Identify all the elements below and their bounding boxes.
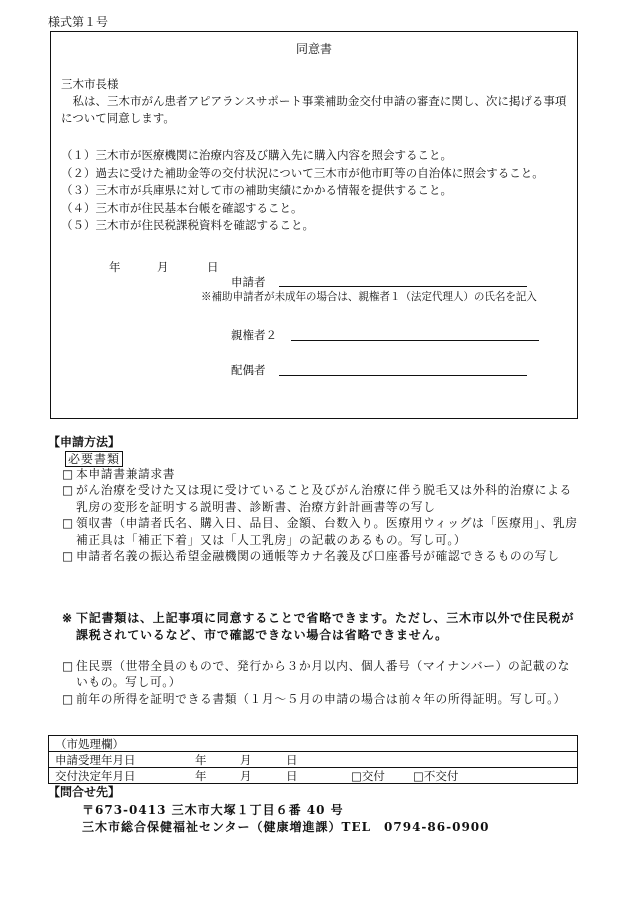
- consent-item: （５）三木市が住民税課税資料を確認すること。: [61, 218, 314, 232]
- decided-label: 交付決定年月日: [55, 768, 136, 783]
- contact-heading: 【問合せ先】: [48, 785, 121, 799]
- checkbox-icon[interactable]: □: [62, 483, 74, 498]
- required-docs-label: 必要書類: [65, 451, 123, 467]
- consent-title: 同意書: [295, 42, 332, 56]
- consent-form-box: [50, 31, 578, 419]
- date-year-label: 年: [109, 260, 121, 274]
- received-row: [49, 752, 578, 768]
- contact-address: 〒673-0413 三木市大塚１丁目６番 40 号: [82, 803, 344, 817]
- day-label: 日: [286, 752, 298, 767]
- year-label: 年: [195, 752, 207, 767]
- no-grant-checkbox[interactable]: □不交付: [413, 768, 459, 783]
- doc-item: [62, 691, 582, 707]
- form-number: 様式第１号: [48, 15, 109, 29]
- applicant-label: 申請者: [231, 275, 266, 289]
- doc-item-text: がん治療を受けた又は現に受けていること及びがん治療に伴う脱毛又は外科的治療による乳房の変形を証明する説明書、診断書、治療方針計画書等の写し: [76, 483, 572, 514]
- doc-item-text: 住民票（世帯全員のもので、発行から３か月以内、個人番号（マイナンバー）の記載のないもの。写し可。）: [76, 659, 570, 690]
- consent-intro: 私は、三木市がん患者アピアランスサポート事業補助金交付申請の審査に関し、次に掲げる事項について同意します。: [61, 94, 567, 125]
- consent-item: （１）三木市が医療機関に治療内容及び購入先に購入内容を照会すること。: [61, 148, 452, 162]
- consent-item: （３）三木市が兵庫県に対して市の補助実績にかかる情報を提供すること。: [61, 183, 452, 197]
- month-label: 月: [240, 768, 252, 783]
- checkbox-icon[interactable]: □: [62, 659, 74, 673]
- doc-item: [62, 515, 582, 548]
- doc-item-text: 前年の所得を証明できる書類（１月～５月の申請の場合は前々年の所得証明。写し可。）: [76, 691, 566, 706]
- doc-item-text: 領収書（申請者氏名、購入日、品目、金額、台数入り。医療用ウィッグは「医療用」、乳房補正具は「補正下着」又は「人工乳房」の記載のあるもの。写し可。）: [76, 516, 578, 547]
- consent-item: （４）三木市が住民基本台帳を確認すること。: [61, 200, 303, 215]
- applicant-signature-line[interactable]: [279, 286, 527, 287]
- spouse-signature-line[interactable]: [279, 375, 527, 376]
- year-label: 年: [195, 768, 207, 783]
- contact-office: 三木市総合保健福祉センター（健康増進課）TEL 0794-86-0900: [82, 820, 490, 834]
- doc-item: [62, 466, 582, 482]
- doc-item-text: 申請者名義の振込希望金融機関の通帳等カナ名義及び口座番号が確認できるものの写し: [76, 549, 560, 564]
- required-docs-list: [62, 466, 582, 564]
- received-label: 申請受理年月日: [55, 752, 136, 767]
- checkbox-icon[interactable]: □: [62, 691, 74, 706]
- doc-item: [62, 658, 582, 691]
- minor-note: ※補助申請者が未成年の場合は、親権者１（法定代理人）の氏名を記入: [201, 291, 537, 303]
- omission-note: [62, 610, 582, 644]
- optional-docs-list: [62, 658, 582, 707]
- decided-row: [49, 768, 578, 784]
- day-label: 日: [286, 768, 298, 783]
- guardian2-label: 親権者２: [231, 328, 277, 342]
- consent-items-list: [61, 147, 544, 235]
- checkbox-icon[interactable]: □: [62, 467, 74, 481]
- doc-item: [62, 548, 582, 564]
- omission-note-text: 下記書類は、上記事項に同意することで省略できます。ただし、三木市以外で住民税が課税されているなど、市で確認できない場合は省略できません。: [76, 611, 575, 642]
- application-heading: 【申請方法】: [48, 435, 121, 449]
- checkbox-icon[interactable]: □: [62, 516, 74, 531]
- office-use-header: （市処理欄）: [49, 736, 578, 752]
- date-day-label: 日: [207, 260, 219, 274]
- grant-checkbox[interactable]: □交付: [351, 768, 385, 783]
- checkbox-icon[interactable]: □: [62, 549, 74, 564]
- guardian2-signature-line[interactable]: [291, 340, 539, 341]
- consent-item: （２）過去に受けた補助金等の交付状況について三木市が他市町等の自治体に照会すること。: [61, 165, 544, 180]
- doc-item-text: 本申請書兼請求書: [76, 467, 176, 481]
- office-use-table: [48, 735, 578, 784]
- note-mark: ※: [62, 611, 73, 625]
- month-label: 月: [240, 752, 252, 767]
- spouse-label: 配偶者: [231, 363, 266, 377]
- date-month-label: 月: [157, 260, 169, 274]
- doc-item: [62, 482, 582, 515]
- addressee: 三木市長様: [61, 77, 119, 91]
